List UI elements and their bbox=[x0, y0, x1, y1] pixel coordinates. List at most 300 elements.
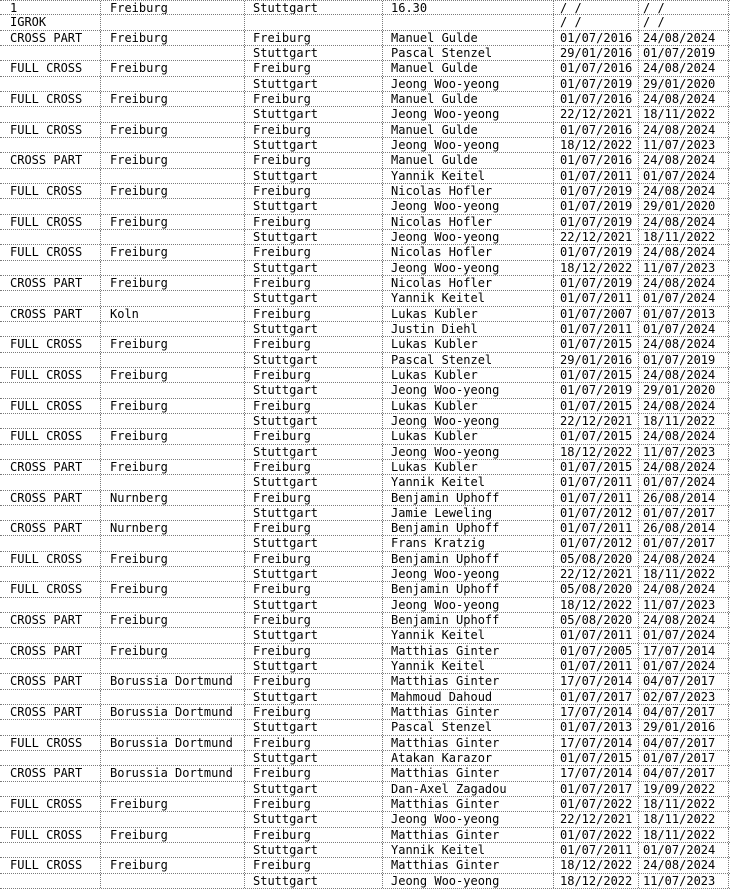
club-cell[interactable] bbox=[101, 230, 245, 244]
club-cell[interactable] bbox=[101, 843, 245, 857]
type-cell[interactable] bbox=[0, 812, 101, 826]
end-date-cell[interactable]: / / bbox=[639, 15, 729, 29]
table-row[interactable] bbox=[0, 659, 730, 674]
team-cell[interactable]: Stuttgart bbox=[245, 138, 383, 152]
type-cell[interactable] bbox=[0, 107, 101, 121]
club-cell[interactable] bbox=[101, 77, 245, 91]
club-cell[interactable] bbox=[101, 598, 245, 612]
table-row[interactable] bbox=[0, 628, 730, 643]
team-cell[interactable]: Freiburg bbox=[245, 736, 383, 750]
player-cell[interactable]: Matthias Ginter bbox=[383, 858, 554, 872]
team-cell[interactable]: Stuttgart bbox=[245, 506, 383, 520]
end-date-cell[interactable]: 24/08/2024 bbox=[639, 245, 729, 259]
start-date-cell[interactable]: 01/07/2011 bbox=[554, 491, 639, 505]
player-cell[interactable]: Matthias Ginter bbox=[383, 674, 554, 688]
table-row[interactable] bbox=[0, 61, 730, 76]
table-row[interactable] bbox=[0, 429, 730, 444]
team-cell[interactable]: Stuttgart bbox=[245, 843, 383, 857]
end-date-cell[interactable]: 11/07/2023 bbox=[639, 138, 729, 152]
club-cell[interactable] bbox=[101, 107, 245, 121]
team-cell[interactable]: Freiburg bbox=[245, 399, 383, 413]
type-cell[interactable]: CROSS PART bbox=[0, 153, 101, 167]
player-cell[interactable]: Nicolas Hofler bbox=[383, 215, 554, 229]
team-cell[interactable]: Stuttgart bbox=[245, 261, 383, 275]
player-cell[interactable]: Matthias Ginter bbox=[383, 736, 554, 750]
table-row[interactable] bbox=[0, 123, 730, 138]
table-row[interactable] bbox=[0, 644, 730, 659]
team-cell[interactable]: Freiburg bbox=[245, 61, 383, 75]
start-date-cell[interactable]: 18/12/2022 bbox=[554, 261, 639, 275]
start-date-cell[interactable]: 22/12/2021 bbox=[554, 107, 639, 121]
club-cell[interactable]: Freiburg bbox=[101, 337, 245, 351]
club-cell[interactable]: Freiburg bbox=[101, 245, 245, 259]
type-cell[interactable]: CROSS PART bbox=[0, 460, 101, 474]
player-cell[interactable]: Jeong Woo-yeong bbox=[383, 138, 554, 152]
end-date-cell[interactable]: 11/07/2023 bbox=[639, 445, 729, 459]
end-date-cell[interactable]: 24/08/2024 bbox=[639, 215, 729, 229]
club-cell[interactable] bbox=[101, 628, 245, 642]
player-cell[interactable]: Dan-Axel Zagadou bbox=[383, 782, 554, 796]
team-cell[interactable]: Stuttgart bbox=[245, 598, 383, 612]
team-cell[interactable]: Stuttgart bbox=[245, 322, 383, 336]
end-date-cell[interactable]: 24/08/2024 bbox=[639, 368, 729, 382]
type-cell[interactable] bbox=[0, 353, 101, 367]
player-cell[interactable] bbox=[383, 15, 554, 29]
club-cell[interactable]: Freiburg bbox=[101, 61, 245, 75]
team-cell[interactable]: Freiburg bbox=[245, 92, 383, 106]
club-cell[interactable] bbox=[101, 169, 245, 183]
type-cell[interactable] bbox=[0, 169, 101, 183]
team-cell[interactable]: Stuttgart bbox=[245, 199, 383, 213]
end-date-cell[interactable]: 11/07/2023 bbox=[639, 874, 729, 888]
type-cell[interactable] bbox=[0, 874, 101, 888]
team-cell[interactable]: Stuttgart bbox=[245, 628, 383, 642]
player-cell[interactable]: Jeong Woo-yeong bbox=[383, 383, 554, 397]
start-date-cell[interactable]: 01/07/2015 bbox=[554, 751, 639, 765]
end-date-cell[interactable]: 29/01/2016 bbox=[639, 720, 729, 734]
start-date-cell[interactable]: 01/07/2019 bbox=[554, 215, 639, 229]
club-cell[interactable] bbox=[101, 751, 245, 765]
table-row[interactable] bbox=[0, 751, 730, 766]
end-date-cell[interactable]: 17/07/2014 bbox=[639, 644, 729, 658]
team-cell[interactable]: Stuttgart bbox=[245, 46, 383, 60]
end-date-cell[interactable]: 18/11/2022 bbox=[639, 567, 729, 581]
table-row[interactable] bbox=[0, 843, 730, 858]
team-cell[interactable]: Freiburg bbox=[245, 460, 383, 474]
start-date-cell[interactable]: 01/07/2011 bbox=[554, 659, 639, 673]
type-cell[interactable] bbox=[0, 628, 101, 642]
start-date-cell[interactable]: 05/08/2020 bbox=[554, 582, 639, 596]
start-date-cell[interactable]: 01/07/2013 bbox=[554, 720, 639, 734]
club-cell[interactable] bbox=[101, 414, 245, 428]
end-date-cell[interactable]: 01/07/2019 bbox=[639, 46, 729, 60]
end-date-cell[interactable]: 01/07/2017 bbox=[639, 751, 729, 765]
player-cell[interactable]: Frans Kratzig bbox=[383, 536, 554, 550]
team-cell[interactable]: Stuttgart bbox=[245, 751, 383, 765]
club-cell[interactable] bbox=[101, 567, 245, 581]
team-cell[interactable]: Stuttgart bbox=[245, 536, 383, 550]
team-cell[interactable]: Freiburg bbox=[245, 521, 383, 535]
start-date-cell[interactable]: 01/07/2011 bbox=[554, 291, 639, 305]
table-row[interactable] bbox=[0, 567, 730, 582]
table-row[interactable] bbox=[0, 797, 730, 812]
start-date-cell[interactable]: 17/07/2014 bbox=[554, 736, 639, 750]
end-date-cell[interactable]: 24/08/2024 bbox=[639, 429, 729, 443]
team-cell[interactable]: Freiburg bbox=[245, 582, 383, 596]
player-cell[interactable]: Benjamin Uphoff bbox=[383, 582, 554, 596]
club-cell[interactable] bbox=[101, 690, 245, 704]
type-cell[interactable]: CROSS PART bbox=[0, 674, 101, 688]
club-cell[interactable] bbox=[101, 322, 245, 336]
table-row[interactable] bbox=[0, 399, 730, 414]
end-date-cell[interactable]: 01/07/2017 bbox=[639, 536, 729, 550]
team-cell[interactable]: Freiburg bbox=[245, 491, 383, 505]
type-cell[interactable]: FULL CROSS bbox=[0, 582, 101, 596]
table-row[interactable] bbox=[0, 322, 730, 337]
table-row[interactable] bbox=[0, 15, 730, 30]
type-cell[interactable]: FULL CROSS bbox=[0, 368, 101, 382]
team-cell[interactable]: Stuttgart bbox=[245, 414, 383, 428]
table-row[interactable] bbox=[0, 276, 730, 291]
player-cell[interactable]: Jeong Woo-yeong bbox=[383, 199, 554, 213]
table-row[interactable] bbox=[0, 0, 730, 15]
end-date-cell[interactable]: 29/01/2020 bbox=[639, 199, 729, 213]
team-cell[interactable]: Stuttgart bbox=[245, 353, 383, 367]
club-cell[interactable] bbox=[101, 506, 245, 520]
end-date-cell[interactable]: 24/08/2024 bbox=[639, 552, 729, 566]
player-cell[interactable]: Lukas Kubler bbox=[383, 429, 554, 443]
start-date-cell[interactable]: 01/07/2015 bbox=[554, 337, 639, 351]
table-row[interactable] bbox=[0, 536, 730, 551]
type-cell[interactable] bbox=[0, 751, 101, 765]
start-date-cell[interactable]: 17/07/2014 bbox=[554, 674, 639, 688]
type-cell[interactable]: FULL CROSS bbox=[0, 61, 101, 75]
club-cell[interactable]: Nurnberg bbox=[101, 521, 245, 535]
type-cell[interactable]: CROSS PART bbox=[0, 766, 101, 780]
table-row[interactable] bbox=[0, 445, 730, 460]
club-cell[interactable] bbox=[101, 15, 245, 29]
start-date-cell[interactable]: 17/07/2014 bbox=[554, 705, 639, 719]
player-cell[interactable]: Yannik Keitel bbox=[383, 659, 554, 673]
type-cell[interactable] bbox=[0, 291, 101, 305]
end-date-cell[interactable]: 01/07/2024 bbox=[639, 169, 729, 183]
table-row[interactable] bbox=[0, 31, 730, 46]
end-date-cell[interactable]: 24/08/2024 bbox=[639, 31, 729, 45]
club-cell[interactable] bbox=[101, 445, 245, 459]
player-cell[interactable]: Benjamin Uphoff bbox=[383, 552, 554, 566]
club-cell[interactable] bbox=[101, 353, 245, 367]
player-cell[interactable]: Nicolas Hofler bbox=[383, 245, 554, 259]
start-date-cell[interactable]: 01/07/2015 bbox=[554, 368, 639, 382]
start-date-cell[interactable]: 01/07/2011 bbox=[554, 169, 639, 183]
end-date-cell[interactable]: 24/08/2024 bbox=[639, 92, 729, 106]
club-cell[interactable]: Freiburg bbox=[101, 858, 245, 872]
team-cell[interactable]: Freiburg bbox=[245, 429, 383, 443]
table-row[interactable] bbox=[0, 383, 730, 398]
club-cell[interactable]: Freiburg bbox=[101, 399, 245, 413]
team-cell[interactable]: Freiburg bbox=[245, 705, 383, 719]
start-date-cell[interactable]: 01/07/2015 bbox=[554, 429, 639, 443]
start-date-cell[interactable]: 01/07/2005 bbox=[554, 644, 639, 658]
player-cell[interactable]: Manuel Gulde bbox=[383, 123, 554, 137]
type-cell[interactable] bbox=[0, 230, 101, 244]
player-cell[interactable]: Justin Diehl bbox=[383, 322, 554, 336]
team-cell[interactable]: Stuttgart bbox=[245, 383, 383, 397]
type-cell[interactable]: FULL CROSS bbox=[0, 429, 101, 443]
club-cell[interactable]: Freiburg bbox=[101, 215, 245, 229]
end-date-cell[interactable]: 24/08/2024 bbox=[639, 613, 729, 627]
player-cell[interactable]: Jeong Woo-yeong bbox=[383, 107, 554, 121]
type-cell[interactable]: FULL CROSS bbox=[0, 123, 101, 137]
end-date-cell[interactable]: 24/08/2024 bbox=[639, 399, 729, 413]
type-cell[interactable] bbox=[0, 536, 101, 550]
type-cell[interactable]: FULL CROSS bbox=[0, 399, 101, 413]
team-cell[interactable]: Stuttgart bbox=[245, 690, 383, 704]
club-cell[interactable]: Freiburg bbox=[101, 582, 245, 596]
start-date-cell[interactable]: 29/01/2016 bbox=[554, 353, 639, 367]
team-cell[interactable]: Freiburg bbox=[245, 368, 383, 382]
player-cell[interactable]: Lukas Kubler bbox=[383, 337, 554, 351]
end-date-cell[interactable]: 24/08/2024 bbox=[639, 337, 729, 351]
club-cell[interactable] bbox=[101, 874, 245, 888]
table-row[interactable] bbox=[0, 521, 730, 536]
start-date-cell[interactable]: 05/08/2020 bbox=[554, 613, 639, 627]
player-cell[interactable]: Jeong Woo-yeong bbox=[383, 230, 554, 244]
start-date-cell[interactable]: 01/07/2019 bbox=[554, 184, 639, 198]
team-cell[interactable]: Stuttgart bbox=[245, 1, 383, 14]
club-cell[interactable]: Koln bbox=[101, 307, 245, 321]
team-cell[interactable]: Freiburg bbox=[245, 184, 383, 198]
type-cell[interactable]: FULL CROSS bbox=[0, 552, 101, 566]
type-cell[interactable]: FULL CROSS bbox=[0, 215, 101, 229]
club-cell[interactable]: Freiburg bbox=[101, 276, 245, 290]
team-cell[interactable]: Freiburg bbox=[245, 644, 383, 658]
player-cell[interactable]: Matthias Ginter bbox=[383, 705, 554, 719]
type-cell[interactable]: CROSS PART bbox=[0, 491, 101, 505]
end-date-cell[interactable]: 04/07/2017 bbox=[639, 674, 729, 688]
end-date-cell[interactable]: 04/07/2017 bbox=[639, 736, 729, 750]
start-date-cell[interactable]: 01/07/2019 bbox=[554, 245, 639, 259]
start-date-cell[interactable]: 01/07/2019 bbox=[554, 276, 639, 290]
start-date-cell[interactable]: 01/07/2012 bbox=[554, 506, 639, 520]
type-cell[interactable]: FULL CROSS bbox=[0, 828, 101, 842]
team-cell[interactable]: Stuttgart bbox=[245, 812, 383, 826]
player-cell[interactable]: Yannik Keitel bbox=[383, 628, 554, 642]
type-cell[interactable]: FULL CROSS bbox=[0, 797, 101, 811]
table-row[interactable] bbox=[0, 138, 730, 153]
type-cell[interactable] bbox=[0, 383, 101, 397]
type-cell[interactable]: FULL CROSS bbox=[0, 245, 101, 259]
type-cell[interactable]: FULL CROSS bbox=[0, 858, 101, 872]
start-date-cell[interactable]: 01/07/2017 bbox=[554, 690, 639, 704]
club-cell[interactable]: Freiburg bbox=[101, 184, 245, 198]
type-cell[interactable]: CROSS PART bbox=[0, 276, 101, 290]
start-date-cell[interactable]: 01/07/2015 bbox=[554, 460, 639, 474]
team-cell[interactable]: Stuttgart bbox=[245, 230, 383, 244]
team-cell[interactable]: Freiburg bbox=[245, 153, 383, 167]
end-date-cell[interactable]: 29/01/2020 bbox=[639, 383, 729, 397]
table-row[interactable] bbox=[0, 215, 730, 230]
player-cell[interactable]: Manuel Gulde bbox=[383, 61, 554, 75]
club-cell[interactable]: Freiburg bbox=[101, 153, 245, 167]
player-cell[interactable]: 16.30 bbox=[383, 1, 554, 14]
club-cell[interactable]: Freiburg bbox=[101, 429, 245, 443]
player-cell[interactable]: Manuel Gulde bbox=[383, 31, 554, 45]
club-cell[interactable]: Borussia Dortmund bbox=[101, 736, 245, 750]
table-row[interactable] bbox=[0, 291, 730, 306]
start-date-cell[interactable]: 01/07/2011 bbox=[554, 475, 639, 489]
start-date-cell[interactable]: 01/07/2016 bbox=[554, 61, 639, 75]
type-cell[interactable] bbox=[0, 720, 101, 734]
table-row[interactable] bbox=[0, 582, 730, 597]
type-cell[interactable] bbox=[0, 598, 101, 612]
table-row[interactable] bbox=[0, 766, 730, 781]
table-row[interactable] bbox=[0, 368, 730, 383]
player-cell[interactable]: Manuel Gulde bbox=[383, 92, 554, 106]
club-cell[interactable]: Borussia Dortmund bbox=[101, 705, 245, 719]
type-cell[interactable] bbox=[0, 659, 101, 673]
start-date-cell[interactable]: 18/12/2022 bbox=[554, 138, 639, 152]
end-date-cell[interactable]: 01/07/2019 bbox=[639, 353, 729, 367]
player-cell[interactable]: Mahmoud Dahoud bbox=[383, 690, 554, 704]
type-cell[interactable]: 1 bbox=[0, 1, 101, 14]
player-cell[interactable]: Pascal Stenzel bbox=[383, 353, 554, 367]
type-cell[interactable]: CROSS PART bbox=[0, 644, 101, 658]
team-cell[interactable]: Stuttgart bbox=[245, 567, 383, 581]
player-cell[interactable]: Jeong Woo-yeong bbox=[383, 261, 554, 275]
start-date-cell[interactable]: 22/12/2021 bbox=[554, 414, 639, 428]
type-cell[interactable] bbox=[0, 414, 101, 428]
team-cell[interactable]: Stuttgart bbox=[245, 445, 383, 459]
table-row[interactable] bbox=[0, 736, 730, 751]
club-cell[interactable]: Freiburg bbox=[101, 644, 245, 658]
table-row[interactable] bbox=[0, 307, 730, 322]
club-cell[interactable]: Borussia Dortmund bbox=[101, 674, 245, 688]
player-cell[interactable]: Nicolas Hofler bbox=[383, 184, 554, 198]
player-cell[interactable]: Nicolas Hofler bbox=[383, 276, 554, 290]
start-date-cell[interactable]: / / bbox=[554, 1, 639, 14]
club-cell[interactable]: Freiburg bbox=[101, 92, 245, 106]
club-cell[interactable]: Borussia Dortmund bbox=[101, 766, 245, 780]
team-cell[interactable]: Freiburg bbox=[245, 31, 383, 45]
table-row[interactable] bbox=[0, 414, 730, 429]
end-date-cell[interactable]: 26/08/2014 bbox=[639, 491, 729, 505]
player-cell[interactable]: Manuel Gulde bbox=[383, 153, 554, 167]
club-cell[interactable] bbox=[101, 261, 245, 275]
type-cell[interactable]: IGROK bbox=[0, 15, 101, 29]
player-cell[interactable]: Lukas Kubler bbox=[383, 368, 554, 382]
club-cell[interactable]: Freiburg bbox=[101, 552, 245, 566]
team-cell[interactable]: Stuttgart bbox=[245, 874, 383, 888]
end-date-cell[interactable]: 19/09/2022 bbox=[639, 782, 729, 796]
type-cell[interactable]: CROSS PART bbox=[0, 705, 101, 719]
team-cell[interactable]: Freiburg bbox=[245, 337, 383, 351]
club-cell[interactable] bbox=[101, 536, 245, 550]
type-cell[interactable]: FULL CROSS bbox=[0, 736, 101, 750]
club-cell[interactable]: Freiburg bbox=[101, 613, 245, 627]
end-date-cell[interactable]: 04/07/2017 bbox=[639, 705, 729, 719]
end-date-cell[interactable]: 24/08/2024 bbox=[639, 153, 729, 167]
end-date-cell[interactable]: 01/07/2017 bbox=[639, 506, 729, 520]
club-cell[interactable]: Freiburg bbox=[101, 123, 245, 137]
team-cell[interactable]: Freiburg bbox=[245, 766, 383, 780]
type-cell[interactable] bbox=[0, 199, 101, 213]
club-cell[interactable] bbox=[101, 782, 245, 796]
team-cell[interactable]: Stuttgart bbox=[245, 720, 383, 734]
end-date-cell[interactable]: 18/11/2022 bbox=[639, 828, 729, 842]
type-cell[interactable]: CROSS PART bbox=[0, 31, 101, 45]
player-cell[interactable]: Pascal Stenzel bbox=[383, 46, 554, 60]
start-date-cell[interactable]: 01/07/2019 bbox=[554, 383, 639, 397]
end-date-cell[interactable]: 01/07/2024 bbox=[639, 322, 729, 336]
player-cell[interactable]: Yannik Keitel bbox=[383, 843, 554, 857]
start-date-cell[interactable]: 05/08/2020 bbox=[554, 552, 639, 566]
player-cell[interactable]: Jeong Woo-yeong bbox=[383, 567, 554, 581]
end-date-cell[interactable]: 11/07/2023 bbox=[639, 261, 729, 275]
end-date-cell[interactable]: 24/08/2024 bbox=[639, 858, 729, 872]
club-cell[interactable]: Freiburg bbox=[101, 460, 245, 474]
table-row[interactable] bbox=[0, 828, 730, 843]
player-cell[interactable]: Lukas Kubler bbox=[383, 307, 554, 321]
end-date-cell[interactable]: 18/11/2022 bbox=[639, 414, 729, 428]
start-date-cell[interactable]: 01/07/2012 bbox=[554, 536, 639, 550]
team-cell[interactable]: Stuttgart bbox=[245, 291, 383, 305]
type-cell[interactable] bbox=[0, 445, 101, 459]
end-date-cell[interactable]: 24/08/2024 bbox=[639, 460, 729, 474]
start-date-cell[interactable]: 01/07/2016 bbox=[554, 92, 639, 106]
player-cell[interactable]: Yannik Keitel bbox=[383, 291, 554, 305]
start-date-cell[interactable]: / / bbox=[554, 15, 639, 29]
end-date-cell[interactable]: / / bbox=[639, 1, 729, 14]
start-date-cell[interactable]: 01/07/2017 bbox=[554, 782, 639, 796]
table-row[interactable] bbox=[0, 153, 730, 168]
player-cell[interactable]: Matthias Ginter bbox=[383, 797, 554, 811]
start-date-cell[interactable]: 01/07/2016 bbox=[554, 123, 639, 137]
end-date-cell[interactable]: 01/07/2024 bbox=[639, 843, 729, 857]
start-date-cell[interactable]: 01/07/2007 bbox=[554, 307, 639, 321]
table-row[interactable] bbox=[0, 92, 730, 107]
start-date-cell[interactable]: 01/07/2022 bbox=[554, 797, 639, 811]
table-row[interactable] bbox=[0, 475, 730, 490]
type-cell[interactable] bbox=[0, 690, 101, 704]
start-date-cell[interactable]: 01/07/2011 bbox=[554, 628, 639, 642]
club-cell[interactable] bbox=[101, 46, 245, 60]
player-cell[interactable]: Jeong Woo-yeong bbox=[383, 812, 554, 826]
start-date-cell[interactable]: 22/12/2021 bbox=[554, 230, 639, 244]
player-cell[interactable]: Yannik Keitel bbox=[383, 475, 554, 489]
club-cell[interactable] bbox=[101, 720, 245, 734]
club-cell[interactable]: Nurnberg bbox=[101, 491, 245, 505]
club-cell[interactable]: Freiburg bbox=[101, 828, 245, 842]
end-date-cell[interactable]: 02/07/2023 bbox=[639, 690, 729, 704]
team-cell[interactable]: Freiburg bbox=[245, 828, 383, 842]
table-row[interactable] bbox=[0, 261, 730, 276]
club-cell[interactable] bbox=[101, 475, 245, 489]
team-cell[interactable]: Freiburg bbox=[245, 613, 383, 627]
start-date-cell[interactable]: 01/07/2019 bbox=[554, 199, 639, 213]
type-cell[interactable] bbox=[0, 46, 101, 60]
type-cell[interactable]: FULL CROSS bbox=[0, 337, 101, 351]
table-row[interactable] bbox=[0, 230, 730, 245]
team-cell[interactable]: Stuttgart bbox=[245, 475, 383, 489]
player-cell[interactable]: Jeong Woo-yeong bbox=[383, 77, 554, 91]
club-cell[interactable]: Freiburg bbox=[101, 31, 245, 45]
player-cell[interactable]: Benjamin Uphoff bbox=[383, 491, 554, 505]
end-date-cell[interactable]: 01/07/2024 bbox=[639, 628, 729, 642]
player-cell[interactable]: Pascal Stenzel bbox=[383, 720, 554, 734]
team-cell[interactable]: Freiburg bbox=[245, 552, 383, 566]
end-date-cell[interactable]: 24/08/2024 bbox=[639, 184, 729, 198]
